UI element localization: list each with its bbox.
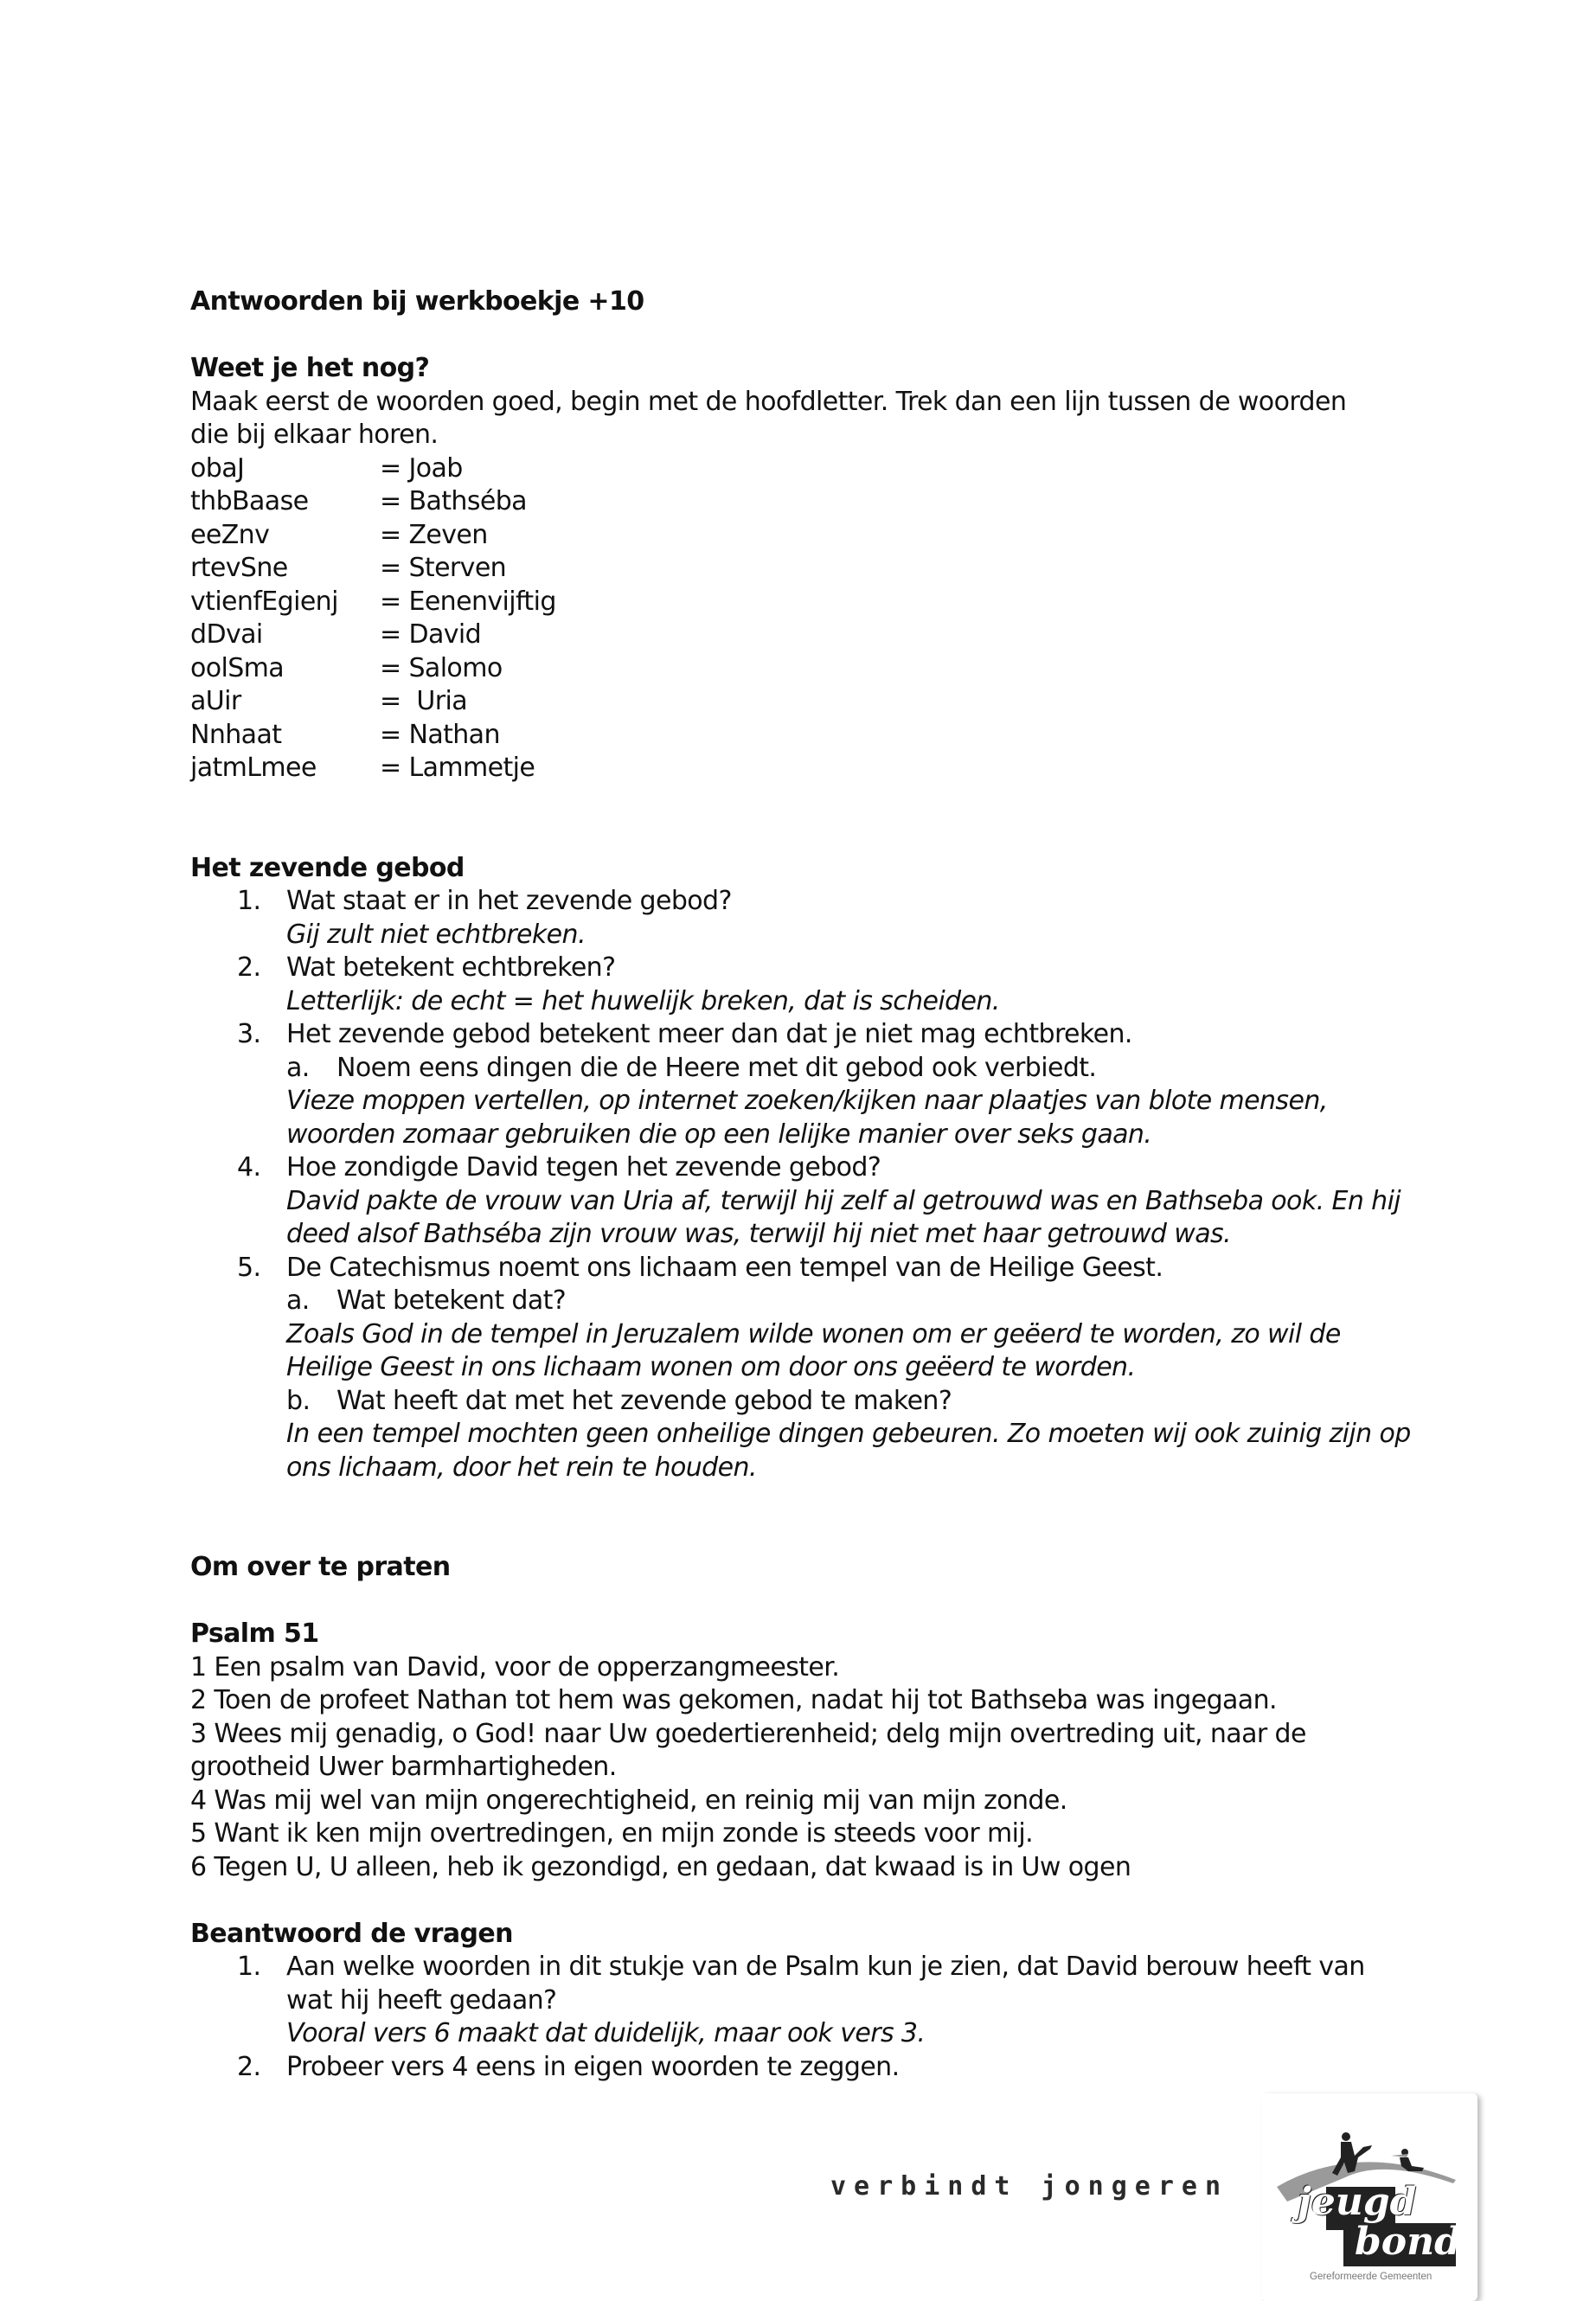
answer-word: = Salomo bbox=[380, 652, 503, 683]
logo-word-jeugd: jeugd bbox=[1298, 2180, 1417, 2224]
scrambled-word: oolSma bbox=[190, 652, 285, 683]
answer-word: = David bbox=[380, 619, 482, 650]
answer-text: Letterlijk: de echt = het huwelijk breken, dat is scheiden. bbox=[286, 985, 1000, 1016]
answer-text: ons lichaam, door het rein te houden. bbox=[286, 1452, 757, 1483]
answer-text: Zoals God in de tempel in Jeruzalem wilde wonen om er geëerd te worden, zo wil de bbox=[286, 1318, 1341, 1349]
scrambled-word: aUir bbox=[190, 686, 241, 716]
word-pair bbox=[190, 485, 1401, 519]
answer-word: = Lammetje bbox=[380, 753, 535, 783]
scrambled-word: vtienfEgienj bbox=[190, 586, 338, 617]
question-item bbox=[190, 1252, 1411, 1485]
word-pair bbox=[190, 719, 1401, 753]
word-pair bbox=[190, 452, 1401, 486]
question-number: 1. bbox=[237, 1952, 261, 1982]
question-item bbox=[190, 952, 1401, 1018]
question-text: wat hij heeft gedaan? bbox=[286, 1984, 557, 2016]
question-list-beantwoord bbox=[190, 1951, 1401, 2084]
section-heading-weet-je-het-nog: Weet je het nog? bbox=[190, 353, 430, 383]
psalm-verse: 5 Want ik ken mijn overtredingen, en mijn zonde is steeds voor mij. bbox=[190, 1818, 1034, 1849]
answer-word: = Zeven bbox=[380, 519, 488, 550]
question-number: 3. bbox=[237, 1019, 261, 1049]
answer-word: = Joab bbox=[380, 452, 463, 484]
psalm-verse: 4 Was mij wel van mijn ongerechtigheid, en reinig mij van mijn zonde. bbox=[190, 1785, 1067, 1816]
document-page bbox=[190, 285, 1411, 2084]
answer-text: deed alsof Bathséba zijn vrouw was, terwijl hij niet met haar getrouwd was. bbox=[286, 1219, 1231, 1249]
question-number: 2. bbox=[237, 2051, 261, 2082]
logo-word-bond: bond bbox=[1355, 2220, 1461, 2264]
psalm-verse: 1 Een psalm van David, voor de opperzangmeester. bbox=[190, 1651, 840, 1682]
question-number: 4. bbox=[237, 1152, 261, 1183]
psalm-verse: 3 Wees mij genadig, o God! naar Uw goedertierenheid; delg mijn overtreding uit, naar de bbox=[190, 1718, 1306, 1749]
scrambled-word: jatmLmee bbox=[190, 753, 317, 783]
psalm-verse: 6 Tegen U, U alleen, heb ik gezondigd, en gedaan, dat kwaad is in Uw ogen bbox=[190, 1851, 1131, 1882]
answer-word: = Sterven bbox=[380, 553, 507, 583]
section-heading-zevende-gebod: Het zevende gebod bbox=[190, 852, 465, 883]
sub-question-text: Wat heeft dat met het zevende gebod te maken? bbox=[337, 1385, 952, 1416]
instruction-text: Maak eerst de woorden goed, begin met de hoofdletter. Trek dan een lijn tussen de woorden bbox=[190, 386, 1347, 417]
section-heading-beantwoord-de-vragen: Beantwoord de vragen bbox=[190, 1918, 513, 1949]
question-item bbox=[190, 1951, 1401, 2051]
question-number: 5. bbox=[237, 1252, 261, 1283]
sub-question-letter: a. bbox=[286, 1285, 310, 1316]
question-text: Probeer vers 4 eens in eigen woorden te zeggen. bbox=[286, 2051, 900, 2082]
question-item bbox=[190, 1018, 1401, 1151]
answer-text: Gij zult niet echtbreken. bbox=[286, 919, 586, 950]
sub-question-text: Wat betekent dat? bbox=[337, 1285, 567, 1316]
answer-text: woorden zomaar gebruiken die op een lelijke manier over seks gaan. bbox=[286, 1118, 1152, 1150]
sub-question-text: Noem eens dingen die de Heere met dit gebod ook verbiedt. bbox=[337, 1052, 1097, 1083]
answer-text: Vooral vers 6 maakt dat duidelijk, maar ook vers 3. bbox=[286, 2018, 926, 2048]
scrambled-word: eeZnv bbox=[190, 519, 270, 550]
question-item bbox=[190, 1151, 1401, 1252]
jeugdbond-logo bbox=[1261, 2093, 1477, 2301]
answer-text: David pakte de vrouw van Uria af, terwijl hij zelf al getrouwd was en Bathseba ook. En hij bbox=[286, 1185, 1401, 1216]
question-text: De Catechismus noemt ons lichaam een tempel van de Heilige Geest. bbox=[286, 1252, 1163, 1283]
word-pair bbox=[190, 586, 1401, 619]
footer-tagline: verbindt jongeren bbox=[830, 2171, 1229, 2202]
sub-question-letter: b. bbox=[286, 1385, 311, 1416]
question-text: Hoe zondigde David tegen het zevende gebod? bbox=[286, 1152, 881, 1183]
sub-question bbox=[286, 1052, 1401, 1086]
scrambled-word: obaJ bbox=[190, 452, 245, 484]
question-number: 1. bbox=[237, 886, 261, 916]
scrambled-word: dDvai bbox=[190, 619, 263, 650]
word-pairs-list bbox=[190, 452, 1401, 785]
section-heading-om-over-te-praten: Om over te praten bbox=[190, 1552, 451, 1582]
question-item bbox=[190, 2051, 1401, 2085]
question-number: 2. bbox=[237, 952, 261, 983]
word-pair bbox=[190, 685, 1401, 719]
word-pair bbox=[190, 652, 1401, 686]
question-text: Wat betekent echtbreken? bbox=[286, 952, 616, 983]
sub-question-letter: a. bbox=[286, 1052, 310, 1083]
question-text: Het zevende gebod betekent meer dan dat je niet mag echtbreken. bbox=[286, 1019, 1132, 1049]
word-pair bbox=[190, 519, 1401, 553]
psalm-verse: grootheid Uwer barmhartigheden. bbox=[190, 1752, 617, 1782]
answer-word: = Nathan bbox=[380, 719, 500, 750]
question-text: Wat staat er in het zevende gebod? bbox=[286, 886, 732, 916]
answer-text: Heilige Geest in ons lichaam wonen om door ons geëerd te worden. bbox=[286, 1352, 1136, 1382]
section-heading-psalm-51: Psalm 51 bbox=[190, 1618, 319, 1649]
word-pair bbox=[190, 552, 1401, 586]
psalm-verse: 2 Toen de profeet Nathan tot hem was gekomen, nadat hij tot Bathseba was ingegaan. bbox=[190, 1685, 1277, 1715]
sub-question bbox=[286, 1285, 1401, 1318]
answer-word: = Uria bbox=[380, 686, 468, 716]
sub-question bbox=[286, 1385, 1401, 1419]
question-item bbox=[190, 885, 1401, 952]
question-text: Aan welke woorden in dit stukje van de Psalm kun je zien, dat David berouw heeft van bbox=[286, 1952, 1365, 1982]
instruction-text: die bij elkaar horen. bbox=[190, 420, 439, 450]
word-pair bbox=[190, 619, 1401, 652]
logo-subtitle: Gereformeerde Gemeenten bbox=[1310, 2272, 1433, 2282]
word-pair bbox=[190, 752, 1401, 785]
scrambled-word: Nnhaat bbox=[190, 719, 282, 750]
answer-word: = Eenenvijftig bbox=[380, 586, 556, 617]
answer-word: = Bathséba bbox=[380, 486, 527, 516]
scrambled-word: thbBaase bbox=[190, 486, 309, 516]
answer-text: Vieze moppen vertellen, op internet zoeken/kijken naar plaatjes van blote mensen, bbox=[286, 1086, 1328, 1116]
page-title: Antwoorden bij werkboekje +10 bbox=[190, 286, 644, 317]
question-list-zevende-gebod bbox=[190, 885, 1411, 1484]
answer-text: In een tempel mochten geen onheilige dingen gebeuren. Zo moeten wij ook zuinig zijn op bbox=[286, 1419, 1411, 1449]
scrambled-word: rtevSne bbox=[190, 553, 288, 583]
